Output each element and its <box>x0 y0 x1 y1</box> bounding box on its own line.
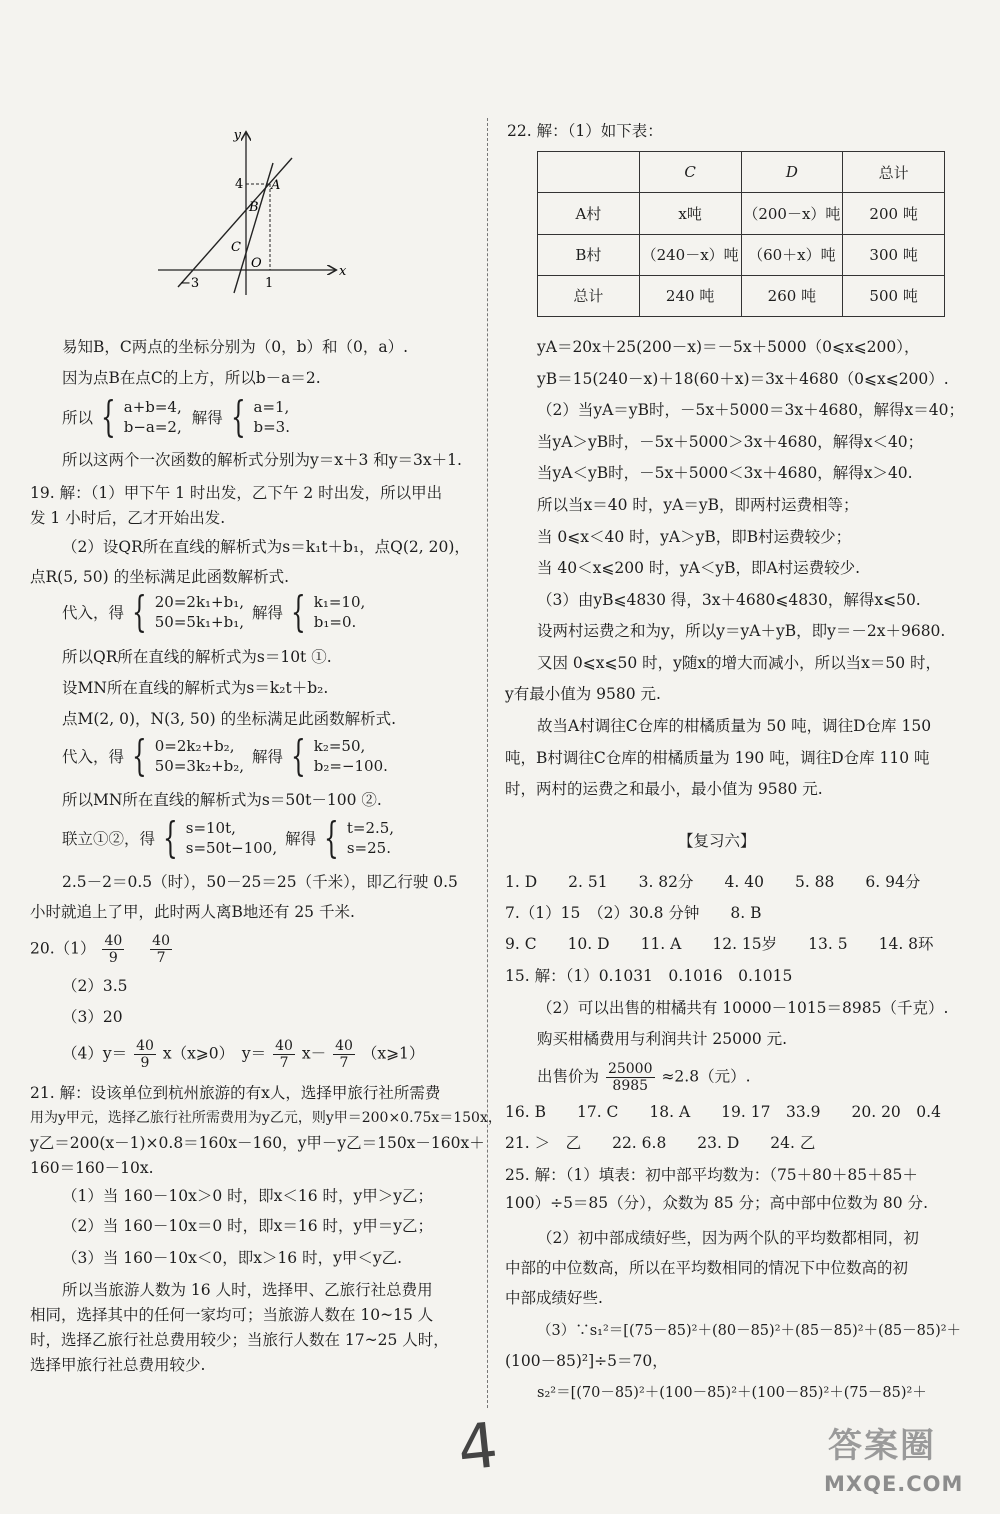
system-row: t=2.5, <box>346 819 395 837</box>
system-solve-word: 解得 <box>191 409 223 427</box>
text-line: 因为点B在点C的上方，所以b－a＝2. <box>62 369 321 387</box>
expr-text: 出售价为 <box>537 1067 600 1086</box>
answer-line: 100）÷5＝85（分），众数为 85 分；高中部中位数为 80 分. <box>505 1194 928 1212</box>
text-line: 所以当旅游人数为 16 人时，选择甲、乙旅行社总费用 <box>62 1281 433 1299</box>
text-line: 当 40＜x⩽200 时，yA＜yB，即A村运费较少. <box>537 559 861 577</box>
y-axis-label: y <box>233 128 241 143</box>
fraction-denominator: 7 <box>339 1055 349 1071</box>
system-row: s=10t, <box>185 819 236 837</box>
brace-icon: { <box>163 813 178 862</box>
text-line: 故当A村调往C仓库的柑橘质量为 50 吨，调往D仓库 150 <box>537 717 932 735</box>
brace-icon: { <box>230 392 246 441</box>
system-prefix: 所以 <box>62 409 94 427</box>
table-cell: B村 <box>538 234 640 275</box>
point-c-label: C <box>231 240 241 255</box>
text-line: yA＝20x＋25(200－x)＝－5x＋5000（0⩽x⩽200）， <box>537 338 920 356</box>
table-cell <box>538 152 640 193</box>
fraction-numerator: 40 <box>104 933 123 949</box>
fraction-denominator: 9 <box>108 950 118 966</box>
expr-text: x－ <box>301 1044 327 1063</box>
text-line: 易知B，C两点的坐标分别为（0，b）和（0，a）. <box>62 338 409 356</box>
system-row: a=1, <box>253 398 290 416</box>
answer-line: 中部成绩好些. <box>505 1289 603 1307</box>
table-row <box>538 275 945 316</box>
text-line: 22. 解：（1）如下表： <box>507 122 663 140</box>
text-line: 160＝160－10x. <box>30 1159 154 1177</box>
system-solve-word: 解得 <box>252 604 284 622</box>
text-line: （2）当yA＝yB时，－5x＋5000＝3x＋4680，解得x＝40； <box>537 401 965 419</box>
text-line: 又因 0⩽x⩽50 时，y随x的增大而减小，所以当x＝50 时， <box>537 654 942 672</box>
text-line: 当yA＜yB时，－5x＋5000＜3x＋4680，解得x＞40. <box>537 464 913 482</box>
brace-icon: { <box>132 587 147 636</box>
price-line <box>537 1061 751 1094</box>
table-cell: （200－x）吨 <box>741 193 843 234</box>
text-line: （3）当 160－10x＜0，即x＞16 时，y甲＜y乙. <box>62 1249 403 1267</box>
fraction-denominator: 7 <box>156 950 166 966</box>
transport-table <box>537 151 945 317</box>
text-line: 19. 解：（1）甲下午 1 时出发，乙下午 2 时出发，所以甲出 <box>30 484 443 502</box>
fraction-numerator: 40 <box>275 1038 293 1054</box>
system-prefix: 代入，得 <box>62 748 125 766</box>
text-line: 所以QR所在直线的解析式为s＝10t ①. <box>62 648 332 666</box>
text-line: （2）3.5 <box>62 977 128 995</box>
brace-icon: { <box>291 731 306 780</box>
fraction <box>273 1038 295 1071</box>
answer-line: 中部的中位数高，所以在平均数相同的情况下中位数高的初 <box>505 1259 909 1277</box>
coordinate-graph <box>150 125 350 300</box>
x-axis-label: x <box>339 264 347 279</box>
watermark-text: 答案圈 <box>828 1426 936 1466</box>
fraction-numerator: 25000 <box>607 1061 653 1077</box>
equation-system <box>62 813 395 862</box>
text-line: y乙＝200(x－1)×0.8＝160x－160，y甲－y乙＝150x－160x＋ <box>30 1134 485 1152</box>
equation-system <box>62 587 366 636</box>
table-cell: （240－x）吨 <box>639 234 741 275</box>
fraction-numerator: 40 <box>152 933 170 949</box>
text-line: 21. 解：设该单位到杭州旅游的有x人，选择甲旅行社所需费 <box>30 1084 441 1102</box>
text-line: 所以当x＝40 时，yA＝yB，即两村运费相等； <box>537 496 859 514</box>
expr-text: （x⩾1） <box>361 1044 425 1063</box>
fraction <box>134 1038 156 1071</box>
text-line: 相同，选择其中的任何一家均可；当旅游人数在 10~15 人 <box>30 1306 434 1324</box>
tick-label-neg3: −3 <box>180 276 200 291</box>
point-a-label: A <box>271 178 281 193</box>
table-header: C <box>639 152 741 193</box>
tick-label-4: 4 <box>235 177 244 192</box>
system-row: 50=5k₁+b₁, <box>154 613 245 631</box>
answer-line: s₂²＝[(70－85)²＋(100－85)²＋(100－85)²＋(75－85)²＋ <box>537 1385 927 1401</box>
page-number: 4 <box>454 1408 502 1485</box>
table-cell: x吨 <box>639 193 741 234</box>
text-line: 2.5－2＝0.5（时），50－25＝25（千米），即乙行驶 0.5 <box>62 873 458 891</box>
table-header: 总计 <box>843 152 945 193</box>
system-solve-word: 解得 <box>252 748 284 766</box>
equation-system <box>62 731 388 780</box>
q20-part1 <box>30 933 174 966</box>
text-line: 当yA＞yB时，－5x＋5000＞3x＋4680，解得x＜40； <box>537 433 924 451</box>
system-row: s=50t−100, <box>185 839 278 857</box>
answer-line: （2）初中部成绩好些，因为两个队的平均数都相同，初 <box>537 1229 919 1247</box>
text-line: 设两村运费之和为y，所以y＝yA＋yB，即y＝－2x＋9680. <box>537 622 946 640</box>
brace-icon: { <box>132 731 147 780</box>
system-row: k₂=50, <box>313 737 366 755</box>
text-line: 时，两村的运费之和最小，最小值为 9580 元. <box>505 780 823 798</box>
text-line: （3）由yB⩽4830 得，3x＋4680⩽4830，解得x⩽50. <box>537 591 921 609</box>
system-solve-word: 解得 <box>285 830 317 848</box>
system-row: a+b=4, <box>123 398 182 416</box>
text-line: 所以这两个一次函数的解析式分别为y＝x＋3 和y＝3x＋1. <box>62 451 462 469</box>
q20-part4 <box>62 1038 424 1071</box>
system-row: 0=2k₂+b₂, <box>154 737 235 755</box>
fraction-denominator: 9 <box>140 1055 150 1071</box>
answer-line: 1. D 2. 51 3. 82分 4. 40 5. 88 6. 94分 <box>505 873 921 891</box>
brace-icon: { <box>324 813 339 862</box>
text-line: 点R(5, 50) 的坐标满足此函数解析式. <box>30 568 290 586</box>
brace-icon: { <box>291 587 306 636</box>
expr-text: ≈2.8（元）. <box>661 1067 751 1086</box>
fraction <box>606 1061 655 1094</box>
section-heading: 【复习六】 <box>678 832 756 850</box>
answer-line: 7.（1）15 （2）30.8 分钟 8. B <box>505 904 762 922</box>
watermark-logo <box>820 1418 990 1506</box>
table-cell: A村 <box>538 193 640 234</box>
system-row: 20=2k₁+b₁, <box>154 593 245 611</box>
text-line: （2）当 160－10x＝0 时，即x＝16 时，y甲＝y乙； <box>62 1217 434 1235</box>
system-row: b₂=−100. <box>313 757 388 775</box>
q20-label: 20.（1） <box>30 939 96 958</box>
fraction <box>102 933 124 966</box>
system-prefix: 代入，得 <box>62 604 125 622</box>
table-cell: 总计 <box>538 275 640 316</box>
column-divider <box>487 118 488 1408</box>
fraction-numerator: 40 <box>136 1038 154 1054</box>
system-row: s=25. <box>346 839 391 857</box>
text-line: 选择甲旅行社总费用较少. <box>30 1356 206 1374</box>
fraction <box>150 933 172 966</box>
table-cell: 260 吨 <box>741 275 843 316</box>
origin-label: O <box>251 256 262 271</box>
equation-system <box>62 392 290 441</box>
answer-line: (100－85)²]÷5＝70， <box>505 1352 668 1370</box>
expr-text: （4）y＝ <box>62 1044 128 1063</box>
text-line: 小时就追上了甲，此时两人离B地还有 25 千米. <box>30 903 355 921</box>
text-line: （2）设QR所在直线的解析式为s＝k₁t＋b₁，点Q(2, 20)， <box>62 538 470 556</box>
point-b-label: B <box>249 200 259 215</box>
fraction <box>333 1038 355 1071</box>
table-row <box>538 193 945 234</box>
answer-line: （3）∵s₁²＝[(75－85)²＋(80－85)²＋(85－85)²＋(85－85)²＋ <box>537 1323 962 1339</box>
table-row <box>538 152 945 193</box>
fraction-denominator: 7 <box>279 1055 289 1071</box>
expr-text: x（x⩾0） y＝ <box>162 1044 267 1063</box>
answer-line: 25. 解：（1）填表：初中部平均数为：（75＋80＋85＋85＋ <box>505 1166 918 1184</box>
text-line: 点M(2, 0)，N(3, 50) 的坐标满足此函数解析式. <box>62 710 396 728</box>
answer-line: 21. ＞ 乙 22. 6.8 23. D 24. 乙 <box>505 1134 816 1152</box>
tick-label-1: 1 <box>265 276 274 291</box>
table-header: D <box>741 152 843 193</box>
table-cell: 500 吨 <box>843 275 945 316</box>
answer-line: 购买柑橘费用与利润共计 25000 元. <box>537 1030 788 1048</box>
table-cell: 300 吨 <box>843 234 945 275</box>
text-line: 吨，B村调往C仓库的柑橘质量为 190 吨，调往D仓库 110 吨 <box>505 749 930 767</box>
brace-icon: { <box>101 392 116 441</box>
answer-line: （2）可以出售的柑橘共有 10000－1015＝8985（千克）. <box>537 999 949 1017</box>
system-row: b=3. <box>253 418 290 436</box>
watermark-url: MXQE.COM <box>824 1472 964 1496</box>
table-row <box>538 234 945 275</box>
answer-line: 16. B 17. C 18. A 19. 17 33.9 20. 20 0.4 <box>505 1103 941 1121</box>
system-row: b₁=0. <box>313 613 357 631</box>
text-line: yB＝15(240－x)＋18(60＋x)＝3x＋4680（0⩽x⩽200）. <box>537 370 949 388</box>
text-line: 用为y甲元，选择乙旅行社所需费用为y乙元，则y甲＝200×0.75x＝150x， <box>30 1110 502 1126</box>
text-line: （3）20 <box>62 1008 123 1026</box>
text-line: 当 0⩽x＜40 时，yA＞yB，即B村运费较少； <box>537 528 852 546</box>
text-line: 发 1 小时后，乙才开始出发. <box>30 509 226 527</box>
text-line: 所以MN所在直线的解析式为s＝50t－100 ②. <box>62 791 382 809</box>
text-line: y有最小值为 9580 元. <box>505 685 661 703</box>
answer-line: 9. C 10. D 11. A 12. 15岁 13. 5 14. 8环 <box>505 935 934 953</box>
text-line: 时，选择乙旅行社总费用较少；当旅行人数在 17~25 人时， <box>30 1331 449 1349</box>
fraction-numerator: 40 <box>335 1038 353 1054</box>
system-row: 50=3k₂+b₂, <box>154 757 245 775</box>
answer-line: 15. 解：（1）0.1031 0.1016 0.1015 <box>505 967 793 985</box>
text-line: 设MN所在直线的解析式为s＝k₂t＋b₂. <box>62 679 329 697</box>
text-line: （1）当 160－10x＞0 时，即x＜16 时，y甲＞y乙； <box>62 1187 434 1205</box>
fraction-denominator: 8985 <box>612 1078 649 1094</box>
system-row: k₁=10, <box>313 593 366 611</box>
table-cell: 240 吨 <box>639 275 741 316</box>
system-row: b−a=2, <box>123 418 182 436</box>
table-cell: 200 吨 <box>843 193 945 234</box>
system-prefix: 联立①②，得 <box>62 830 156 848</box>
table-cell: （60＋x）吨 <box>741 234 843 275</box>
